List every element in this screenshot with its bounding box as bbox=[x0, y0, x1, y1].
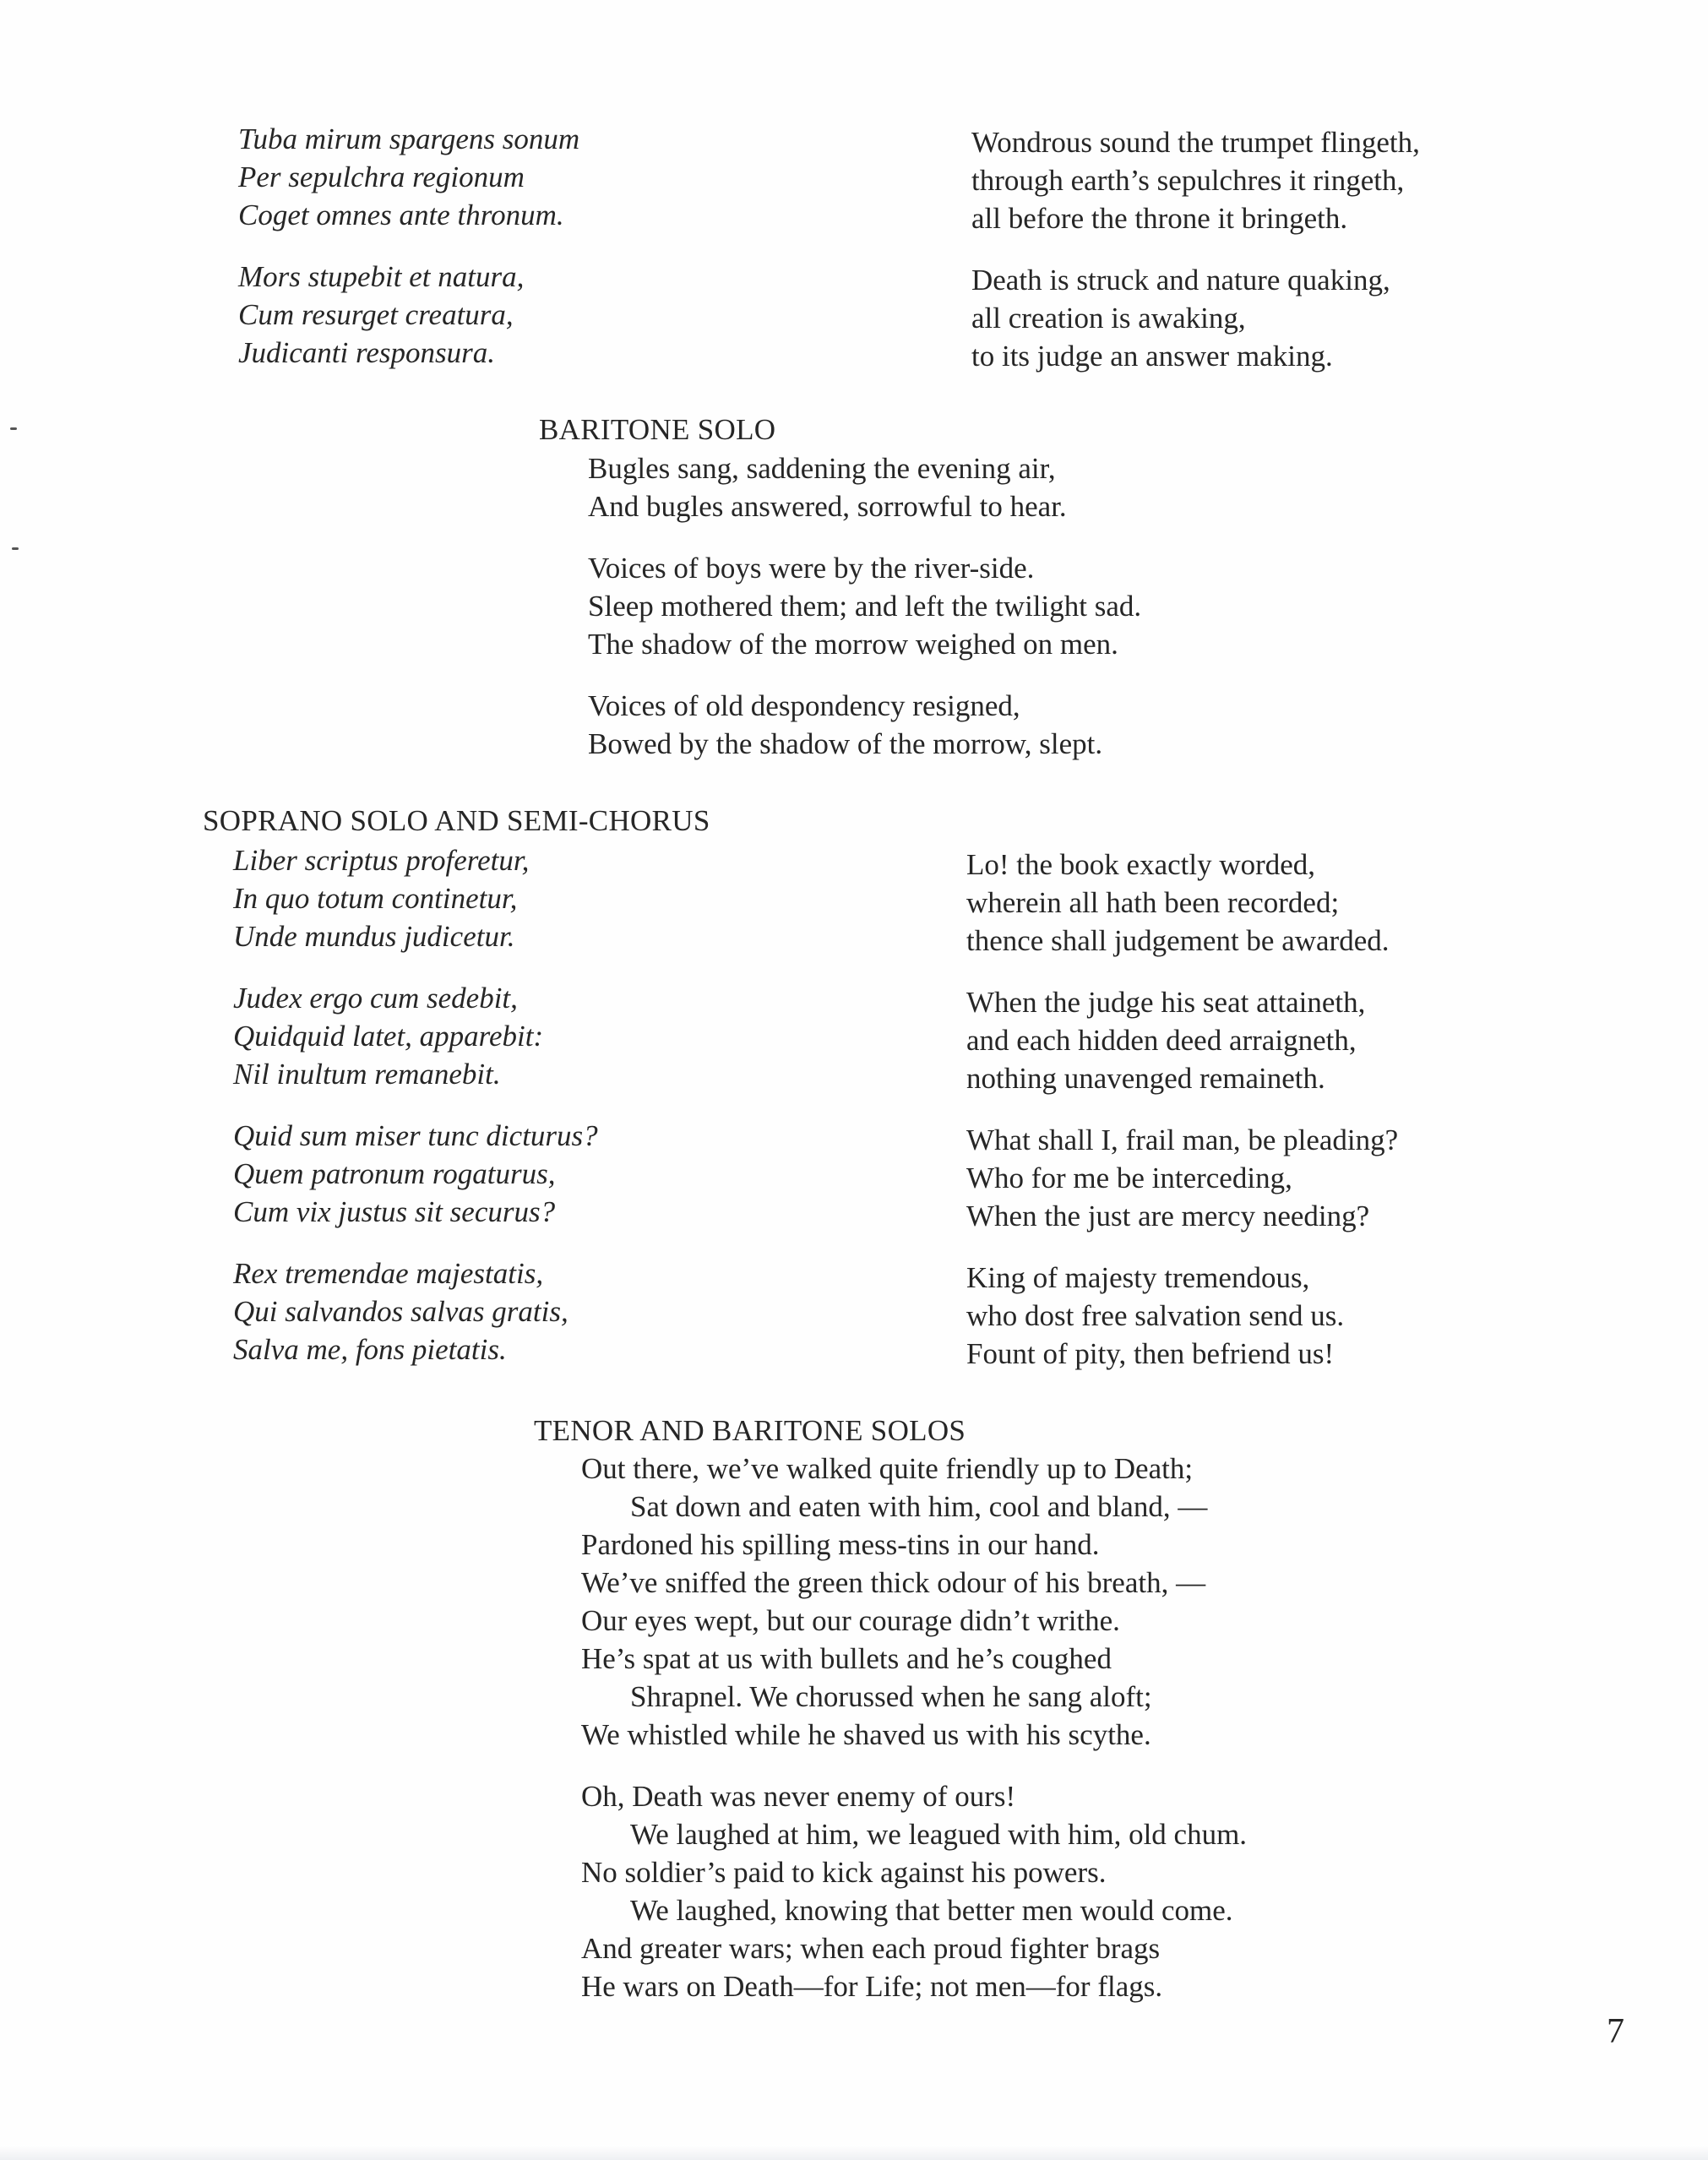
verse-line: We laughed at him, we leagued with him, old chum. bbox=[630, 1818, 1248, 1851]
tuba-mirum-latin bbox=[238, 120, 579, 372]
poem-stanza bbox=[581, 1777, 1247, 2005]
poem-stanza bbox=[588, 687, 1141, 763]
verse-line: Death is struck and nature quaking, bbox=[971, 264, 1390, 297]
verse-line: Cum resurget creatura, bbox=[238, 298, 514, 331]
verse-line: Pardoned his spilling mess-tins in our hand. bbox=[581, 1528, 1100, 1561]
verse-line: Quidquid latet, apparebit: bbox=[233, 1020, 544, 1053]
verse-line: Tuba mirum spargens sonum bbox=[238, 122, 580, 155]
verse-line: Voices of old despondency resigned, bbox=[588, 689, 1020, 722]
verse-line: Sleep mothered them; and left the twilight sad. bbox=[588, 590, 1142, 623]
soprano-solo-heading: SOPRANO SOLO AND SEMI-CHORUS bbox=[203, 804, 710, 837]
poem-stanza bbox=[588, 549, 1141, 663]
latin-stanza bbox=[233, 979, 598, 1093]
verse-line: Bugles sang, saddening the evening air, bbox=[588, 452, 1056, 485]
verse-line: to its judge an answer making. bbox=[971, 340, 1333, 373]
latin-stanza bbox=[233, 1117, 598, 1231]
verse-line: Judex ergo cum sedebit, bbox=[233, 982, 518, 1015]
tenor-baritone-heading: TENOR AND BARITONE SOLOS bbox=[534, 1414, 966, 1447]
english-stanza bbox=[966, 1121, 1398, 1235]
verse-line: Sat down and eaten with him, cool and bland, — bbox=[630, 1490, 1208, 1523]
verse-line: When the judge his seat attaineth, bbox=[966, 986, 1366, 1019]
verse-line: through earth’s sepulchres it ringeth, bbox=[971, 164, 1405, 197]
latin-stanza bbox=[238, 258, 579, 372]
page-number: 7 bbox=[1607, 2012, 1624, 2051]
verse-line: Rex tremendae majestatis, bbox=[233, 1257, 544, 1290]
verse-line: Wondrous sound the trumpet flingeth, bbox=[971, 126, 1420, 159]
verse-line: Quem patronum rogaturus, bbox=[233, 1157, 556, 1190]
verse-line: Mors stupebit et natura, bbox=[238, 260, 525, 293]
verse-line: The shadow of the morrow weighed on men. bbox=[588, 628, 1118, 661]
verse-line: Out there, we’ve walked quite friendly up to Death; bbox=[581, 1452, 1194, 1485]
verse-line: We’ve sniffed the green thick odour of his breath, — bbox=[581, 1566, 1206, 1599]
verse-line: wherein all hath been recorded; bbox=[966, 886, 1340, 919]
verse-line: Salva me, fons pietatis. bbox=[233, 1333, 507, 1366]
english-stanza bbox=[966, 983, 1398, 1097]
verse-line: Qui salvandos salvas gratis, bbox=[233, 1295, 568, 1328]
verse-line: Who for me be interceding, bbox=[966, 1162, 1292, 1194]
verse-line: Liber scriptus proferetur, bbox=[233, 844, 530, 877]
verse-line: Unde mundus judicetur. bbox=[233, 920, 515, 953]
verse-line: Our eyes wept, but our courage didn’t writhe. bbox=[581, 1604, 1120, 1637]
liber-scriptus-english bbox=[966, 846, 1398, 1373]
verse-line: Judicanti responsura. bbox=[238, 336, 495, 369]
verse-line: Coget omnes ante thronum. bbox=[238, 199, 564, 231]
english-stanza bbox=[966, 1259, 1398, 1373]
english-stanza bbox=[971, 123, 1420, 237]
verse-line: King of majesty tremendous, bbox=[966, 1261, 1310, 1294]
verse-line: And bugles answered, sorrowful to hear. bbox=[588, 490, 1067, 523]
tuba-mirum-english bbox=[971, 123, 1420, 375]
verse-line: Cum vix justus sit securus? bbox=[233, 1195, 556, 1228]
verse-line: Oh, Death was never enemy of ours! bbox=[581, 1780, 1016, 1813]
verse-line: and each hidden deed arraigneth, bbox=[966, 1024, 1357, 1057]
verse-line: He’s spat at us with bullets and he’s coughed bbox=[581, 1642, 1112, 1675]
verse-line: Voices of boys were by the river-side. bbox=[588, 552, 1035, 585]
verse-line: who dost free salvation send us. bbox=[966, 1299, 1345, 1332]
verse-line: No soldier’s paid to kick against his powers. bbox=[581, 1856, 1107, 1889]
verse-line: And greater wars; when each proud fighter brags bbox=[581, 1932, 1161, 1965]
english-stanza bbox=[971, 261, 1420, 375]
verse-line: What shall I, frail man, be pleading? bbox=[966, 1124, 1399, 1156]
poem-stanza bbox=[588, 449, 1141, 525]
verse-line: all before the throne it bringeth. bbox=[971, 202, 1348, 235]
verse-line: When the just are mercy needing? bbox=[966, 1200, 1370, 1232]
verse-line: thence shall judgement be awarded. bbox=[966, 924, 1390, 957]
verse-line: He wars on Death—for Life; not men—for flags. bbox=[581, 1970, 1163, 2003]
verse-line: all creation is awaking, bbox=[971, 302, 1246, 335]
verse-line: Quid sum miser tunc dicturus? bbox=[233, 1119, 598, 1152]
poem-stanza bbox=[581, 1450, 1247, 1754]
verse-line: nothing unavenged remaineth. bbox=[966, 1062, 1325, 1095]
verse-line: Per sepulchra regionum bbox=[238, 161, 525, 193]
latin-stanza bbox=[233, 841, 598, 955]
verse-line: Shrapnel. We chorussed when he sang aloft; bbox=[630, 1680, 1152, 1713]
baritone-solo-heading: BARITONE SOLO bbox=[539, 413, 776, 446]
verse-line: We whistled while he shaved us with his scythe. bbox=[581, 1718, 1151, 1751]
latin-stanza bbox=[238, 120, 579, 234]
binding-mark bbox=[12, 547, 19, 550]
verse-line: In quo totum continetur, bbox=[233, 882, 518, 915]
verse-line: Bowed by the shadow of the morrow, slept. bbox=[588, 727, 1103, 760]
verse-line: Nil inultum remanebit. bbox=[233, 1058, 501, 1091]
page-bottom-edge bbox=[0, 2145, 1708, 2160]
liber-scriptus-latin bbox=[233, 841, 598, 1368]
tenor-baritone-text bbox=[581, 1450, 1247, 2005]
english-stanza bbox=[966, 846, 1398, 960]
verse-line: We laughed, knowing that better men would come. bbox=[630, 1894, 1233, 1927]
binding-mark bbox=[10, 427, 17, 430]
verse-line: Lo! the book exactly worded, bbox=[966, 848, 1316, 881]
verse-line: Fount of pity, then befriend us! bbox=[966, 1337, 1335, 1370]
latin-stanza bbox=[233, 1254, 598, 1368]
baritone-solo-text bbox=[588, 449, 1141, 763]
